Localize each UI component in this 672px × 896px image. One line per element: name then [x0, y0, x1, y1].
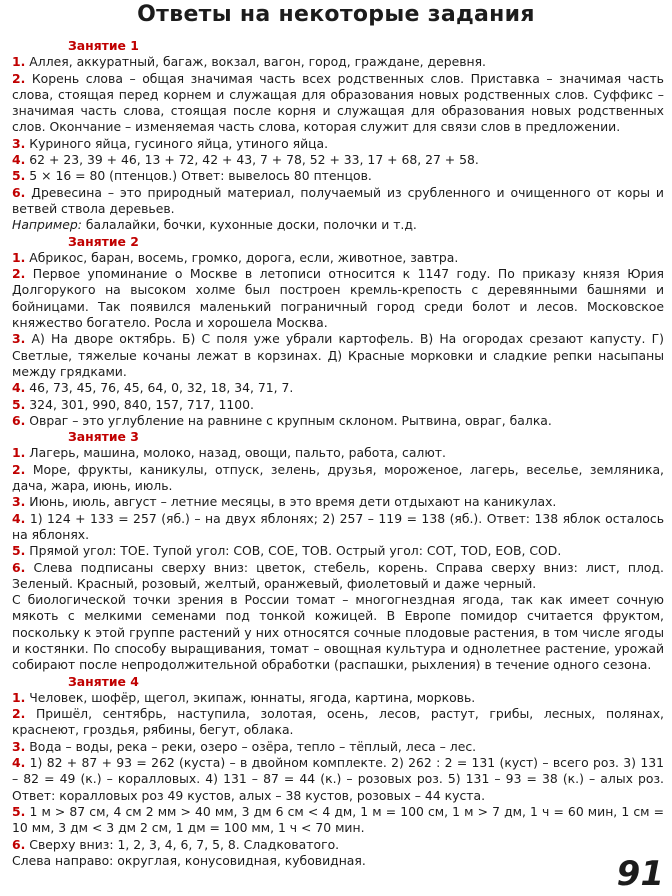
answer-text: Куриного яйца, гусиного яйца, утиного яйца. — [29, 135, 329, 151]
answer-item — [12, 543, 664, 559]
answer-number: 5. — [12, 803, 26, 819]
answer-text: 62 + 23, 39 + 46, 13 + 72, 42 + 43, 7 + 78, 52 + 33, 17 + 68, 27 + 58. — [29, 152, 479, 168]
answer-number: 6. — [12, 184, 26, 200]
answer-number: 4. — [12, 380, 26, 396]
answer-text: Прямой угол: TOE. Тупой угол: COB, COE, TOB. Острый угол: COT, TOD, EOB, COD. — [29, 543, 562, 559]
answer-number: 3. — [12, 135, 26, 151]
answer-item — [12, 331, 664, 380]
answer-item — [12, 739, 664, 755]
paragraph: Слева направо: округлая, конусовидная, кубовидная. — [12, 852, 366, 868]
answer-number: 6. — [12, 412, 26, 428]
answer-item — [12, 511, 664, 544]
answer-item — [12, 136, 664, 152]
page-title: Ответы на некоторые задания — [137, 2, 535, 27]
answer-text: 5 × 16 = 80 (птенцов.) Ответ: вывелось 80 птенцов. — [29, 168, 372, 184]
answer-number: 6. — [12, 559, 26, 575]
answers-content — [12, 38, 664, 869]
answer-text: Овраг – это углубление на равнине с крупным склоном. Рытвина, овраг, балка. — [29, 412, 552, 428]
answer-text: 46, 73, 45, 76, 45, 64, 0, 32, 18, 34, 71, 7. — [29, 380, 294, 396]
answer-text: Июнь, июль, август – летние месяцы, в это время дети отдыхают на каникулах. — [29, 494, 557, 510]
answer-number: 5. — [12, 396, 26, 412]
answer-number: 4. — [12, 510, 26, 526]
answer-item — [12, 380, 664, 396]
example-label: Например: — [12, 217, 82, 233]
answer-text: Сверху вниз: 1, 2, 3, 4, 6, 7, 5, 8. Сладковатого. — [29, 836, 340, 852]
answer-number: 3. — [12, 331, 26, 347]
answer-text: Абрикос, баран, восемь, громко, дорога, если, животное, завтра. — [29, 249, 459, 265]
answer-number: 2. — [12, 706, 26, 722]
answer-text: Первое упоминание о Москве в летописи относится к 1147 году. По приказу князя Юрия Долгорукого на высоком холме был построен кремль-крепость с деревянными башнями и бойницами. Так появился маленький пограничный город среди болот и лесов. Московское княжество богатело. Росла и хорошела Москва. — [12, 266, 664, 331]
answer-number: 1. — [12, 689, 26, 705]
answer-number: 1. — [12, 445, 26, 461]
answer-text: Слева подписаны сверху вниз: цветок, стебель, корень. Справа сверху вниз: лист, плод. Зеленый. Красный, розовый, желтый, оранжевый, фиолетовый и даже черный. — [12, 559, 664, 591]
answer-text: 1) 82 + 87 + 93 = 262 (куста) – в двойном комплекте. 2) 262 : 2 = 131 (куст) – всего роз. 3) 131 – 82 = 49 (к.) – коралловых. 4) 131 – 87 = 44 (к.) – розовых роз. 5) 131 – 93 = 38 (к.) – алых роз. Ответ: коралловых роз 49 кустов, алых – 38 кустов, розовых – 44 куста. — [12, 755, 664, 803]
answer-item — [12, 266, 664, 331]
answer-text: 1 м > 87 см, 4 см 2 мм > 40 мм, 3 дм 6 см < 4 дм, 1 м = 100 см, 1 м > 7 дм, 1 ч = 60 мин, 1 см = 10 мм, 3 дм < 3 дм 2 см, 1 дм = 100 мм, 1 ч < 70 мин. — [12, 803, 664, 836]
answer-item — [12, 706, 664, 739]
answer-number: 4. — [12, 755, 26, 771]
answer-number: 4. — [12, 152, 26, 168]
answer-number: 6. — [12, 836, 26, 852]
answer-text: Древесина – это природный материал, получаемый из срубленного и очищенного от коры и ветвей ствола деревьев. — [12, 184, 664, 216]
answer-number: 3. — [12, 738, 26, 754]
answer-number: 2. — [12, 70, 26, 86]
answer-item — [12, 560, 664, 593]
answer-number: 3. — [12, 494, 26, 510]
answer-number: 2. — [12, 461, 26, 477]
answer-item — [12, 690, 664, 706]
answer-text: Вода – воды, река – реки, озеро – озёра, тепло – тёплый, леса – лес. — [29, 738, 477, 754]
answer-text: Человек, шофёр, щегол, экипаж, юннаты, ягода, картина, морковь. — [29, 689, 476, 705]
answer-number: 1. — [12, 249, 26, 265]
answer-number: 5. — [12, 168, 26, 184]
answer-item — [12, 168, 664, 184]
answer-item — [12, 804, 664, 837]
answer-text: Корень слова – общая значимая часть всех родственных слов. Приставка – значимая часть слова, стоящая перед корнем и служащая для образования новых родственных слов. Суффикс – значимая часть слова, стоящая после корня и служащая для образования новых родственных слов. Окончание – изменяемая часть слова, которая служит для связи слов в предложении. — [12, 70, 664, 135]
paragraph: С биологической точки зрения в России томат – многогнездная ягода, так как имеет сочную мякоть с мелкими семенами под тонкой кожицей. В Европе помидор считается фруктом, поскольку к этой группе растений у них относятся сочные плодовые растения, в том числе ягоды и костянки. По способу выращивания, томат – овощная культура и однолетнее растение, урожай собирают после непродолжительной обработки (распашки, рыхления) в течение одного сезона. — [12, 592, 664, 673]
answer-item — [12, 152, 664, 168]
lesson-heading: Занятие 2 — [68, 233, 139, 249]
lesson-heading: Занятие 4 — [68, 673, 139, 689]
answer-item — [12, 755, 664, 804]
answer-text: А) На дворе октябрь. Б) С поля уже убрали картофель. В) На огородах срезают капусту. Г) Светлые, тяжелые кочаны лежат в корзинах. Д) Красные морковки и сладкие репки насыпаны между грядками. — [12, 331, 664, 379]
answer-text: Море, фрукты, каникулы, отпуск, зелень, друзья, мороженое, лагерь, веселье, земляника, дача, жара, июнь, июль. — [12, 461, 664, 494]
answer-item — [12, 837, 664, 853]
answer-item — [12, 54, 664, 70]
answer-item — [12, 397, 664, 413]
example-text: балалайки, бочки, кухонные доски, полочки и т.д. — [85, 217, 417, 233]
answer-item — [12, 462, 664, 495]
answer-item — [12, 250, 664, 266]
page-number: 91 — [616, 854, 664, 894]
answer-number: 2. — [12, 266, 26, 282]
answer-item — [12, 494, 664, 510]
lesson-heading: Занятие 1 — [68, 38, 139, 53]
answer-item — [12, 71, 664, 136]
lesson-heading: Занятие 3 — [68, 429, 139, 445]
answer-item — [12, 413, 664, 429]
answer-text: Аллея, аккуратный, багаж, вокзал, вагон, город, граждане, деревня. — [29, 54, 486, 70]
answer-item — [12, 185, 664, 218]
answer-number: 1. — [12, 54, 26, 70]
answer-number: 5. — [12, 543, 26, 559]
answer-text: 324, 301, 990, 840, 157, 717, 1100. — [29, 396, 254, 412]
example-line — [12, 217, 664, 233]
answer-text: Лагерь, машина, молоко, назад, овощи, пальто, работа, салют. — [29, 445, 446, 461]
answer-text: Пришёл, сентябрь, наступила, золотая, осень, лесов, растут, грибы, лесных, полянах, краснеют, гроздья, рябины, бегут, облака. — [12, 706, 664, 738]
answer-text: 1) 124 + 133 = 257 (яб.) – на двух яблонях; 2) 257 – 119 = 138 (яб.). Ответ: 138 яблок осталось на яблонях. — [12, 510, 664, 542]
answer-item — [12, 445, 664, 461]
